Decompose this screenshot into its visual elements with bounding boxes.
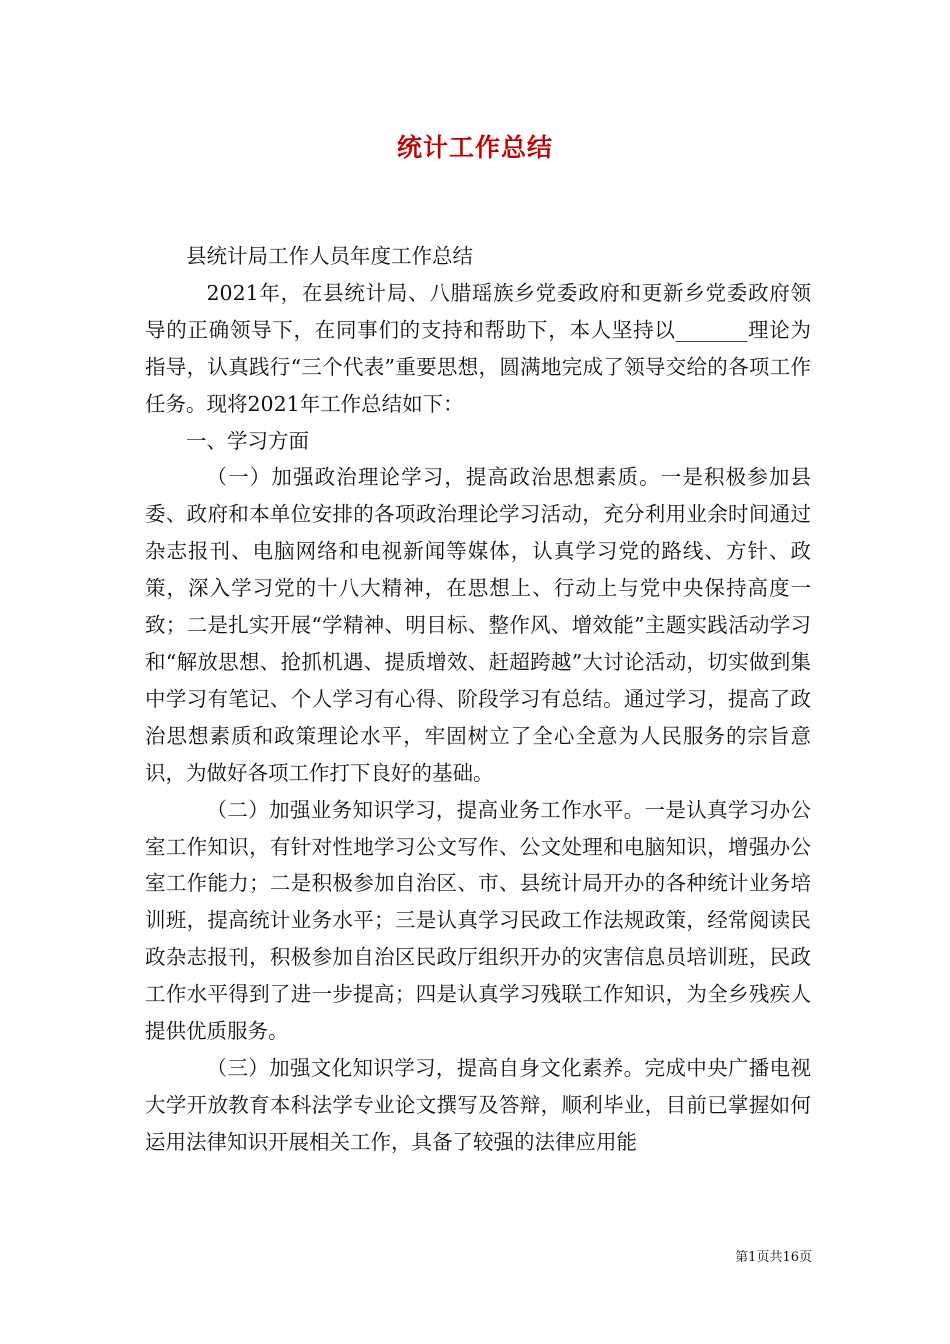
paragraph-culture-study: （三）加强文化知识学习，提高自身文化素养。完成中央广播电视大学开放教育本科法学专业论文撰写及答辩，顺利毕业，目前已掌握如何运用法律知识开展相关工作，具备了较强的法律应用能 — [145, 1055, 811, 1154]
subtitle-paragraph: 县统计局工作人员年度工作总结 — [186, 244, 473, 268]
section-heading-study: 一、学习方面 — [186, 428, 309, 453]
page-number: 第1页共16页 — [735, 1250, 812, 1265]
intro-paragraph: 2021年，在县统计局、八腊瑶族乡党委政府和更新乡党委政府领导的正确领导下，在同事们的支持和帮助下，本人坚持以_______理论为指导，认真践行“三个代表”重要思想，圆满地完成了领导交给的各项工作任务。现将2021年工作总结如下： — [145, 280, 811, 416]
document-title: 统计工作总结 — [396, 133, 553, 162]
document-body — [145, 238, 811, 1161]
paragraph-business-study: （二）加强业务知识学习，提高业务工作水平。一是认真学习办公室工作知识，有针对性地学习公文写作、公文处理和电脑知识，增强办公室工作能力；二是积极参加自治区、市、县统计局开办的各种统计业务培训班，提高统计业务水平；三是认真学习民政工作法规政策，经常阅读民政杂志报刊，积极参加自治区民政厅组织开办的灾害信息员培训班，民政工作水平得到了进一步提高；四是认真学习残联工作知识，为全乡残疾人提供优质服务。 — [145, 797, 811, 1044]
paragraph-political-study: （一）加强政治理论学习，提高政治思想素质。一是积极参加县委、政府和本单位安排的各项政治理论学习活动，充分利用业余时间通过杂志报刊、电脑网络和电视新闻等媒体，认真学习党的路线、方针、政策，深入学习党的十八大精神，在思想上、行动上与党中央保持高度一致；二是扎实开展“学精神、明目标、整作风、增效能”主题实践活动学习和“解放思想、抢抓机遇、提质增效、赶超跨越”大讨论活动，切实做到集中学习有笔记、个人学习有心得、阶段学习有总结。通过学习，提高了政治思想素质和政策理论水平，牢固树立了全心全意为人民服务的宗旨意识，为做好各项工作打下良好的基础。 — [145, 465, 811, 785]
